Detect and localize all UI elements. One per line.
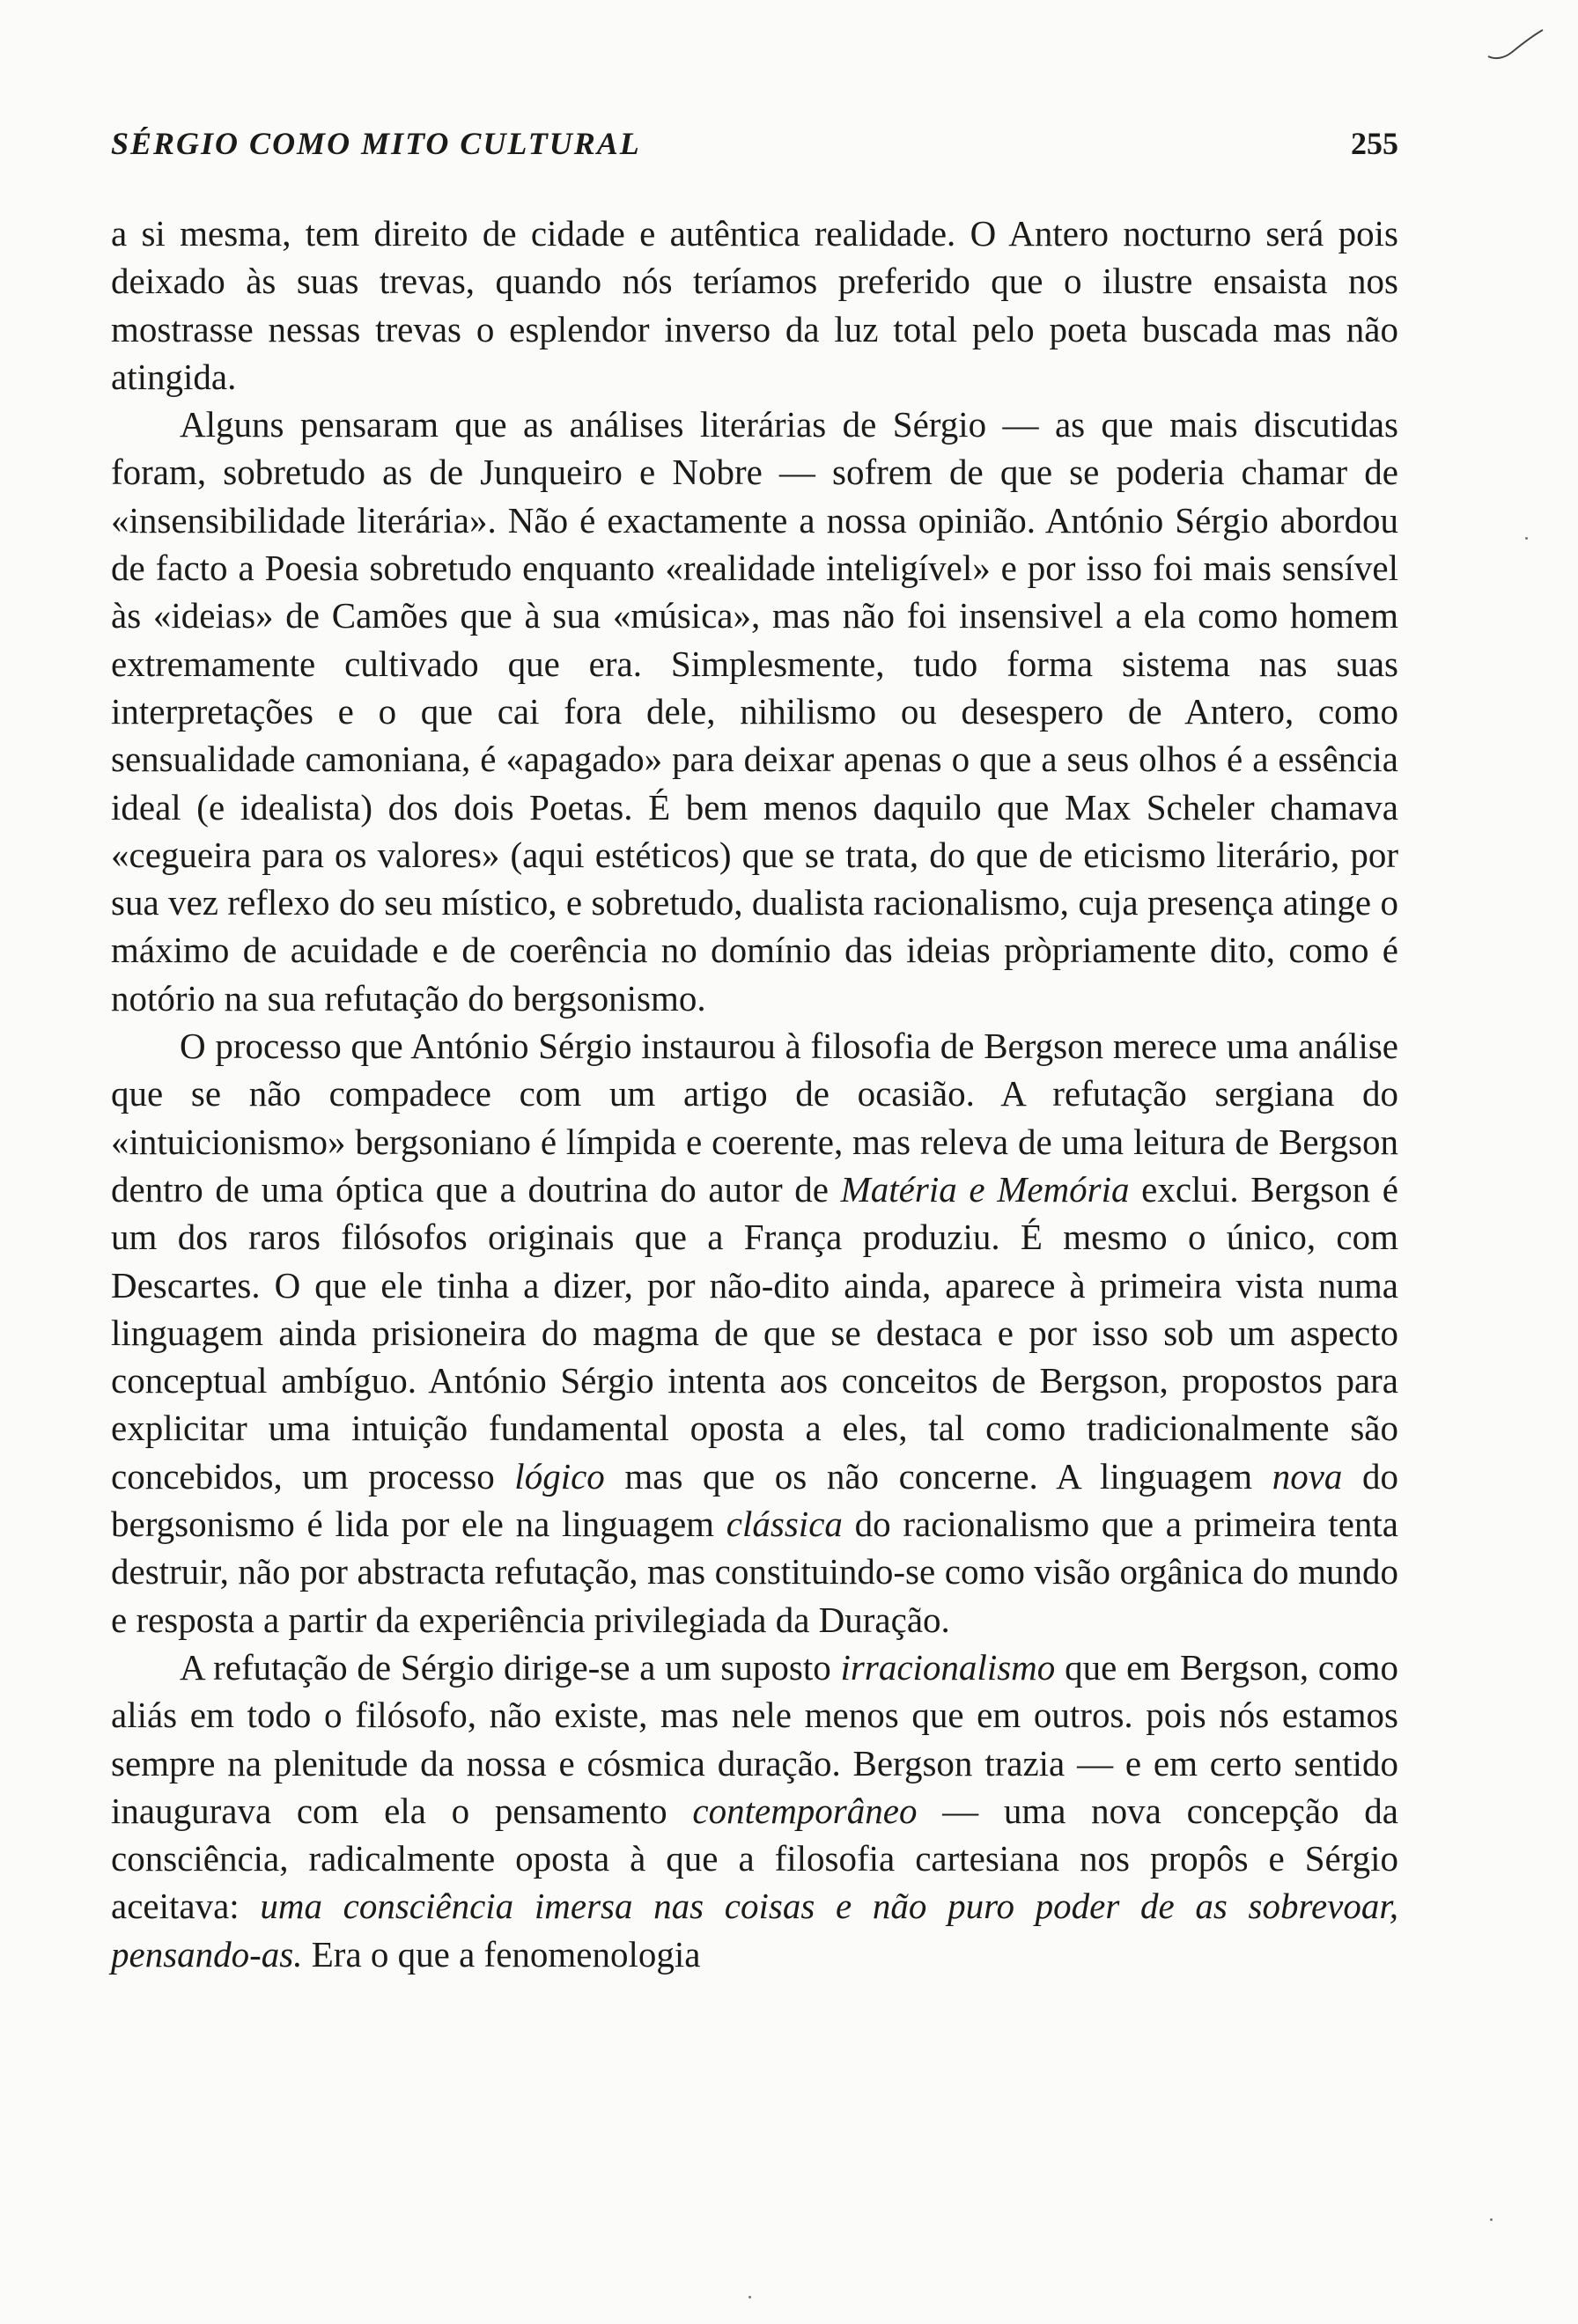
scan-speck bbox=[1490, 2218, 1493, 2221]
scan-speck bbox=[1525, 537, 1528, 540]
text-segment: — uma nova concepção da consciência, radicalmente oposta à que a filosofia cartesiana nos propôs e Sérgio aceitava: bbox=[111, 1790, 1398, 1927]
text-segment: O processo que António Sérgio instaurou à filosofia de Bergson merece uma análise que se não compadece com um artigo de ocasião. A refutação sergiana do «intuicionismo» bergsoniano é límpida e coerente, mas releva de uma leitura de Bergson dentro de uma óptica que a doutrina do autor de bbox=[111, 1026, 1398, 1210]
pencil-mark-icon bbox=[1486, 26, 1545, 62]
text-segment: que em Bergson, como aliás em todo o filósofo, não existe, mas nele menos que em outros. pois nós estamos sempre na plenitude da nossa e cósmica duração. Bergson trazia — e em certo sentido inaugurava com ela o pensamento bbox=[111, 1646, 1398, 1831]
text-segment: do racionalismo que a primeira tenta destruir, não por abstracta refutação, mas constituindo-se como visão orgânica do mundo e resposta a partir da experiência privilegiada da Duração. bbox=[111, 1504, 1398, 1640]
text-segment: mas que os não concerne. A linguagem bbox=[604, 1455, 1272, 1497]
body-text bbox=[111, 210, 1398, 1978]
paragraph-2 bbox=[111, 401, 1398, 1022]
italic-text-segment: nova bbox=[1272, 1455, 1343, 1497]
scan-speck bbox=[748, 2296, 751, 2298]
running-title: SÉRGIO COMO MITO CULTURAL bbox=[111, 126, 641, 161]
text-segment: Alguns pensaram que as análises literárias de Sérgio — as que mais discutidas foram, sobretudo as de Junqueiro e Nobre — sofrem de que se poderia chamar de «insensibilidade literária». Não é exactamente a nossa opinião. António Sérgio abordou de facto a Poesia sobretudo enquanto «realidade inteligível» e por isso foi mais sensível às «ideias» de Camões que à sua «música», mas não foi insensivel a ela como homem extremamente cultivado que era. Simplesmente, tudo forma sistema nas suas interpretações e o que cai fora dele, nihilismo ou desespero de Antero, como sensualidade camoniana, é «apagado» para deixar apenas o que a seus olhos é a essência ideal (e idealista) dos dois Poetas. É bem menos daquilo que Max Scheler chamava «cegueira para os valores» (aqui estéticos) que se trata, do que de eticismo literário, por sua vez reflexo do seu místico, e sobretudo, dualista racionalismo, cuja presença atinge o máximo de acuidade e de coerência no domínio das ideias pròpriamente dito, como é notório na sua refutação do bergsonismo. bbox=[111, 404, 1398, 1019]
paragraph-1 bbox=[111, 210, 1398, 401]
italic-text-segment: irracionalismo bbox=[840, 1646, 1056, 1688]
paragraph-4 bbox=[111, 1644, 1398, 1978]
text-segment: do bergsonismo é lida por ele na linguagem bbox=[111, 1455, 1398, 1545]
paragraph-3 bbox=[111, 1022, 1398, 1644]
italic-text-segment: lógico bbox=[514, 1455, 605, 1497]
italic-text-segment: uma consciência imersa nas coisas e não puro poder de as sobrevoar, pensando-as. bbox=[111, 1886, 1398, 1975]
page-number: 255 bbox=[1351, 126, 1398, 161]
italic-text-segment: contemporâneo bbox=[692, 1790, 918, 1831]
italic-text-segment: Matéria e Memória bbox=[840, 1168, 1130, 1210]
document-page bbox=[111, 88, 1398, 2236]
text-segment: exclui. Bergson é um dos raros filósofos originais que a França produziu. É mesmo o único, com Descartes. O que ele tinha a dizer, por não-dito ainda, aparece à primeira vista numa linguagem ainda prisioneira do magma de que se destaca e por isso sob um aspecto conceptual ambíguo. António Sérgio intenta aos conceitos de Bergson, propostos para explicitar uma intuição fundamental oposta a eles, tal como tradicionalmente são concebidos, um processo bbox=[111, 1168, 1398, 1497]
page-header bbox=[111, 125, 1398, 178]
text-segment: A refutação de Sérgio dirige-se a um suposto bbox=[180, 1646, 841, 1688]
text-segment: a si mesma, tem direito de cidade e autêntica realidade. O Antero nocturno será pois deixado às suas trevas, quando nós teríamos preferido que o ilustre ensaista nos mostrasse nessas trevas o esplendor inverso da luz total pelo poeta buscada mas não atingida. bbox=[111, 213, 1398, 397]
italic-text-segment: clássica bbox=[726, 1504, 843, 1545]
text-segment: Era o que a fenomenologia bbox=[302, 1933, 701, 1975]
